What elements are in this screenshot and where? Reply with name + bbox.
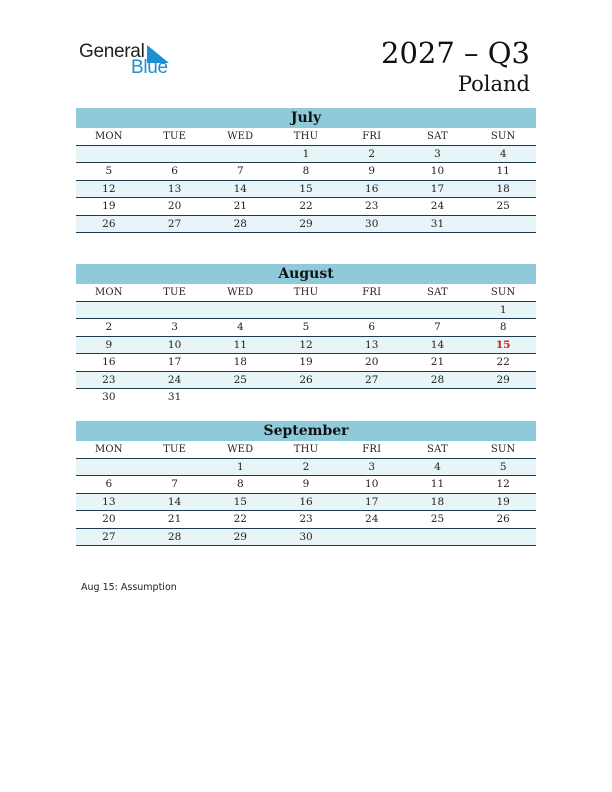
day-cell: 6 bbox=[105, 478, 113, 490]
day-cell bbox=[273, 302, 339, 319]
day-cell: 25 bbox=[430, 513, 445, 525]
weekday-header-row bbox=[76, 128, 536, 146]
week-row bbox=[76, 476, 536, 494]
day-cell: 17 bbox=[430, 182, 445, 195]
day-cell bbox=[207, 302, 273, 319]
day-cell: 23 bbox=[365, 200, 379, 212]
day-cell: 5 bbox=[499, 460, 507, 473]
weekday-label: SUN bbox=[490, 131, 516, 142]
day-cell: 20 bbox=[102, 513, 116, 525]
weekday-label: SUN bbox=[490, 287, 516, 298]
week-row bbox=[76, 146, 536, 164]
day-cell: 30 bbox=[299, 530, 313, 543]
day-cell: 30 bbox=[365, 217, 379, 230]
day-cell: 22 bbox=[299, 200, 313, 212]
day-cell: 12 bbox=[299, 338, 313, 351]
day-cell: 9 bbox=[105, 338, 113, 351]
week-row bbox=[76, 511, 536, 529]
day-cell bbox=[207, 146, 273, 163]
day-cell bbox=[405, 389, 471, 407]
week-row bbox=[76, 163, 536, 181]
day-cell: 22 bbox=[496, 356, 510, 368]
day-cell: 1 bbox=[302, 147, 310, 160]
day-cell: 2 bbox=[105, 321, 113, 333]
day-cell: 24 bbox=[430, 200, 445, 212]
day-cell: 16 bbox=[102, 356, 116, 368]
day-cell: 14 bbox=[167, 495, 182, 508]
day-cell: 21 bbox=[167, 513, 182, 525]
weekday-header-row bbox=[76, 441, 536, 459]
day-cell bbox=[470, 389, 536, 407]
day-cell: 2 bbox=[302, 460, 310, 473]
day-cell: 8 bbox=[302, 165, 310, 177]
holiday-notes bbox=[81, 582, 177, 593]
day-cell: 13 bbox=[167, 182, 182, 195]
day-cell: 24 bbox=[167, 373, 182, 386]
day-cell bbox=[339, 389, 405, 407]
day-cell: 19 bbox=[102, 200, 116, 212]
day-cell: 16 bbox=[365, 182, 379, 195]
day-cell: 8 bbox=[499, 321, 507, 333]
day-cell: 1 bbox=[499, 303, 507, 316]
day-cell bbox=[76, 146, 142, 163]
day-cell: 6 bbox=[368, 321, 376, 333]
day-cell: 8 bbox=[236, 478, 244, 490]
month-name: September bbox=[76, 421, 536, 441]
month-name: August bbox=[76, 264, 536, 284]
weekday-label: FRI bbox=[362, 444, 382, 455]
weekday-label: SAT bbox=[427, 444, 448, 455]
weekday-label: TUE bbox=[163, 287, 187, 298]
month-calendar-july bbox=[76, 108, 536, 233]
logo bbox=[79, 41, 179, 81]
day-cell: 20 bbox=[365, 356, 379, 368]
day-cell: 4 bbox=[499, 147, 507, 160]
day-cell: 9 bbox=[302, 478, 310, 490]
week-row bbox=[76, 494, 536, 512]
week-row bbox=[76, 302, 536, 320]
day-cell: 3 bbox=[171, 321, 178, 333]
day-cell: 13 bbox=[102, 495, 116, 508]
weekday-label: MON bbox=[94, 287, 123, 298]
day-cell bbox=[470, 216, 536, 233]
day-cell: 2 bbox=[368, 147, 376, 160]
week-row bbox=[76, 337, 536, 355]
logo-general-text: General bbox=[79, 41, 145, 62]
day-cell: 16 bbox=[299, 495, 313, 508]
day-cell: 3 bbox=[368, 460, 376, 473]
week-row bbox=[76, 529, 536, 547]
weekday-label: WED bbox=[227, 444, 254, 455]
day-cell: 1 bbox=[236, 460, 244, 473]
day-cell: 11 bbox=[496, 165, 510, 177]
weekday-label: THU bbox=[293, 131, 319, 142]
week-row bbox=[76, 216, 536, 234]
day-cell bbox=[339, 529, 405, 546]
day-cell bbox=[142, 459, 208, 476]
day-cell bbox=[142, 302, 208, 319]
weekday-label: THU bbox=[293, 444, 319, 455]
holiday-day-cell: 15 bbox=[495, 338, 511, 351]
day-cell bbox=[405, 302, 471, 319]
day-cell bbox=[405, 529, 471, 546]
weekday-label: TUE bbox=[163, 131, 187, 142]
day-cell: 15 bbox=[299, 182, 313, 195]
weekday-label: SUN bbox=[490, 444, 516, 455]
day-cell: 19 bbox=[496, 495, 510, 508]
day-cell: 27 bbox=[365, 373, 379, 386]
day-cell bbox=[76, 459, 142, 476]
day-cell bbox=[76, 302, 142, 319]
week-row bbox=[76, 372, 536, 390]
day-cell: 19 bbox=[299, 356, 313, 368]
day-cell: 21 bbox=[430, 356, 445, 368]
day-cell: 29 bbox=[496, 373, 510, 386]
weekday-label: MON bbox=[94, 444, 123, 455]
weekday-label: MON bbox=[94, 131, 123, 142]
day-cell: 5 bbox=[302, 321, 310, 333]
day-cell bbox=[339, 302, 405, 319]
month-calendar-august bbox=[76, 264, 536, 407]
day-cell: 18 bbox=[430, 495, 445, 508]
weekday-label: THU bbox=[293, 287, 319, 298]
day-cell: 14 bbox=[430, 338, 445, 351]
day-cell: 10 bbox=[430, 165, 445, 177]
day-cell: 29 bbox=[299, 217, 313, 230]
day-cell: 27 bbox=[167, 217, 182, 230]
day-cell: 25 bbox=[496, 200, 510, 212]
weekday-label: WED bbox=[227, 287, 254, 298]
day-cell bbox=[142, 146, 208, 163]
day-cell: 17 bbox=[167, 356, 182, 368]
day-cell: 7 bbox=[171, 478, 178, 490]
day-cell: 10 bbox=[365, 478, 379, 490]
day-cell: 15 bbox=[233, 495, 247, 508]
weekday-label: TUE bbox=[163, 444, 187, 455]
day-cell: 24 bbox=[365, 513, 379, 525]
day-cell: 27 bbox=[102, 530, 116, 543]
weekday-label: FRI bbox=[362, 287, 382, 298]
day-cell: 25 bbox=[233, 373, 247, 386]
day-cell: 28 bbox=[167, 530, 182, 543]
day-cell: 31 bbox=[167, 391, 182, 403]
weekday-label: SAT bbox=[427, 287, 448, 298]
day-cell: 11 bbox=[430, 478, 445, 490]
weekday-label: SAT bbox=[427, 131, 448, 142]
week-row bbox=[76, 354, 536, 372]
week-row bbox=[76, 459, 536, 477]
day-cell: 31 bbox=[430, 217, 445, 230]
day-cell: 9 bbox=[368, 165, 376, 177]
day-cell bbox=[470, 529, 536, 546]
page-title: 2027 – Q3 bbox=[381, 36, 530, 70]
day-cell: 4 bbox=[434, 460, 441, 473]
weekday-label: FRI bbox=[362, 131, 382, 142]
country-title: Poland bbox=[457, 72, 530, 96]
day-cell: 13 bbox=[365, 338, 379, 351]
day-cell: 23 bbox=[299, 513, 313, 525]
day-cell: 12 bbox=[102, 182, 116, 195]
day-cell: 26 bbox=[496, 513, 510, 525]
weekday-header-row bbox=[76, 284, 536, 302]
day-cell: 18 bbox=[233, 356, 247, 368]
day-cell: 7 bbox=[434, 321, 441, 333]
week-row bbox=[76, 181, 536, 199]
day-cell: 14 bbox=[233, 182, 247, 195]
day-cell: 26 bbox=[102, 217, 116, 230]
day-cell: 28 bbox=[430, 373, 445, 386]
week-row bbox=[76, 198, 536, 216]
day-cell: 11 bbox=[233, 338, 247, 351]
weekday-label: WED bbox=[227, 131, 254, 142]
week-row bbox=[76, 319, 536, 337]
day-cell: 20 bbox=[167, 200, 182, 212]
day-cell: 10 bbox=[167, 338, 182, 351]
day-cell bbox=[273, 389, 339, 407]
day-cell: 3 bbox=[434, 147, 441, 160]
month-name: July bbox=[76, 108, 536, 128]
day-cell: 4 bbox=[236, 321, 244, 333]
day-cell: 28 bbox=[233, 217, 247, 230]
day-cell: 7 bbox=[236, 165, 244, 177]
day-cell: 18 bbox=[496, 182, 510, 195]
day-cell: 30 bbox=[102, 391, 116, 403]
day-cell: 23 bbox=[102, 373, 116, 386]
day-cell: 29 bbox=[233, 530, 247, 543]
day-cell: 6 bbox=[171, 165, 178, 177]
day-cell: 5 bbox=[105, 165, 113, 177]
day-cell bbox=[207, 389, 273, 407]
day-cell: 22 bbox=[233, 513, 247, 525]
week-row bbox=[76, 389, 536, 407]
day-cell: 26 bbox=[299, 373, 313, 386]
holiday-note: Aug 15: Assumption bbox=[81, 582, 177, 593]
day-cell: 12 bbox=[496, 478, 510, 490]
day-cell: 17 bbox=[365, 495, 379, 508]
month-calendar-september bbox=[76, 421, 536, 546]
logo-blue-text: Blue bbox=[131, 57, 168, 78]
day-cell: 21 bbox=[233, 200, 247, 212]
